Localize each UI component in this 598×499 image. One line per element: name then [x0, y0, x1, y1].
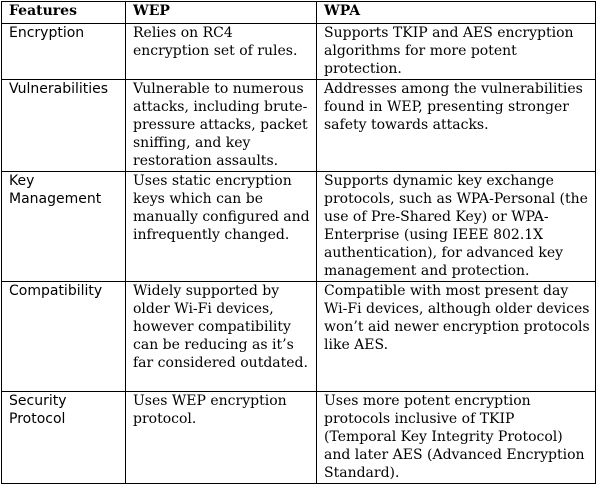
wpa-cell: Addresses among the vulnerabilities found in WEP, presenting stronger safety towards attacks. [317, 80, 596, 172]
table-row [2, 392, 596, 484]
table-row [2, 172, 596, 282]
wep-cell: Relies on RC4 encryption set of rules. [126, 24, 317, 80]
wep-cell: Vulnerable to numerous attacks, including brute-pressure attacks, packet sniffing, and key restoration assaults. [126, 80, 317, 172]
wpa-cell: Supports TKIP and AES encryption algorithms for more potent protection. [317, 24, 596, 80]
feature-cell: Encryption [2, 24, 126, 80]
wpa-cell: Supports dynamic key exchange protocols, such as WPA-Personal (the use of Pre-Shared Key) or WPA-Enterprise (using IEEE 802.1X authentication), for advanced key management and protection. [317, 172, 596, 282]
feature-cell: Key Management [2, 172, 126, 282]
feature-cell: Security Protocol [2, 392, 126, 484]
header-wep: WEP [126, 2, 317, 24]
wep-cell: Widely supported by older Wi-Fi devices, however compatibility can be reducing as it’s far considered outdated. [126, 282, 317, 392]
header-features: Features [2, 2, 126, 24]
table-row [2, 80, 596, 172]
wep-cell: Uses static encryption keys which can be manually configured and infrequently changed. [126, 172, 317, 282]
wpa-cell: Compatible with most present day Wi-Fi devices, although older devices won’t aid newer encryption protocols like AES. [317, 282, 596, 392]
feature-cell: Compatibility [2, 282, 126, 392]
header-row [2, 2, 596, 24]
header-wpa: WPA [317, 2, 596, 24]
table-row [2, 24, 596, 80]
table-row [2, 282, 596, 392]
comparison-table [1, 1, 596, 484]
feature-cell: Vulnerabilities [2, 80, 126, 172]
wpa-cell: Uses more potent encryption protocols inclusive of TKIP (Temporal Key Integrity Protocol) and later AES (Advanced Encryption Standard). [317, 392, 596, 484]
wep-cell: Uses WEP encryption protocol. [126, 392, 317, 484]
